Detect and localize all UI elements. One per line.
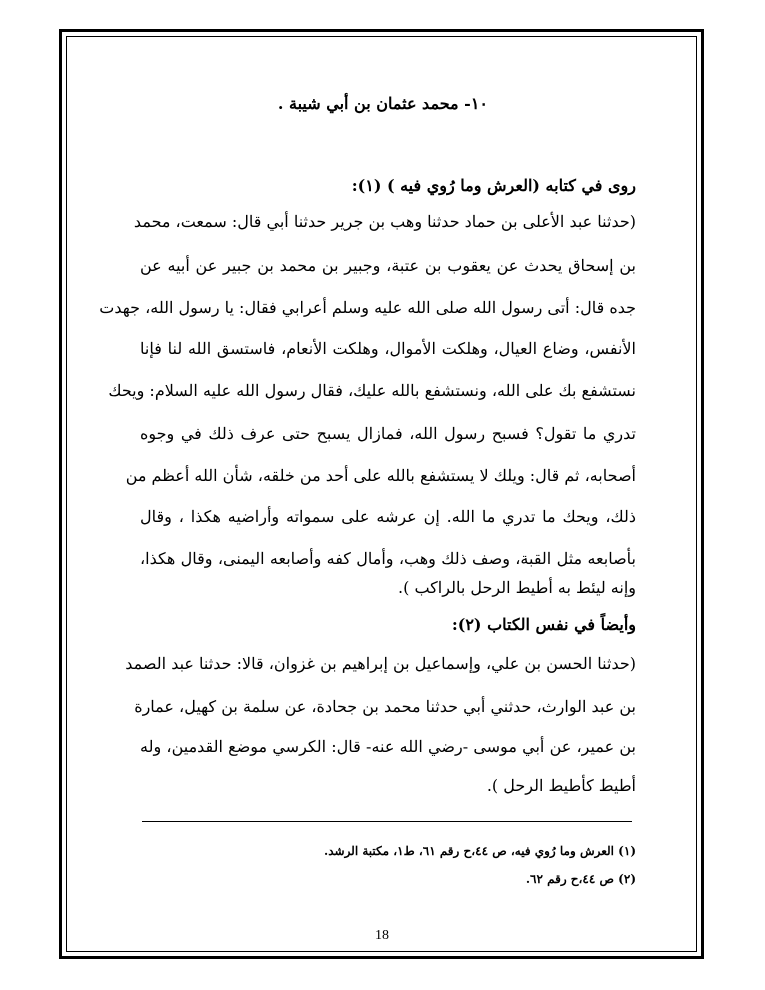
text-line: بن عبد الوارث، حدثني أبي حدثنا محمد بن جحادة، عن سلمة بن كهيل، عمارة [134, 697, 636, 716]
text-line: جده قال: أتى رسول الله صلى الله عليه وسلم أعرابي فقال: يا رسول الله، جهدت [99, 298, 636, 317]
text-line: أطيط كأطيط الرحل ). [486, 776, 636, 795]
text-line: تدري ما تقول؟ فسبح رسول الله، فمازال يسبح حتى عرف ذلك في وجوه [140, 424, 636, 443]
section2-title: وأيضاً في نفس الكتاب (٢): [451, 615, 636, 634]
text-line: بن عمير، عن أبي موسى -رضي الله عنه- قال: الكرسي موضع القدمين، وله [140, 737, 636, 756]
text-line: (حدثنا عبد الأعلى بن حماد حدثنا وهب بن جرير حدثنا أبي قال: سمعت، محمد [133, 212, 636, 231]
section1-title: روى في كتابه (العرش وما رُوي فيه ) (١): [351, 176, 636, 195]
text-line: (حدثنا الحسن بن علي، وإسماعيل بن إبراهيم بن غزوان، قالا: حدثنا عبد الصمد [125, 654, 636, 673]
page-number: 18 [375, 928, 389, 943]
text-line: نستشفع بك على الله، ونستشفع بالله عليك، فقال رسول الله عليه السلام: ويحك [108, 381, 636, 400]
text-line: أصحابه، ثم قال: ويلك لا يستشفع بالله على أحد من خلقه، شأن الله أعظم من [125, 466, 636, 485]
footnote: (١) العرش وما رُوي فيه، ص ٤٤،ح رقم ٦١، ط١، مكتبة الرشد. [324, 844, 636, 858]
footnote-separator [142, 821, 632, 822]
heading-line: ١٠- محمد عثمان بن أبي شيبة . [277, 94, 488, 113]
text-line: وإنه ليئط به أطيط الرحل بالراكب ). [398, 578, 636, 597]
text-line: الأنفس، وضاع العيال، وهلكت الأموال، وهلكت الأنعام، فاستسق الله لنا فإنا [140, 339, 636, 358]
text-line: بن إسحاق يحدث عن يعقوب بن عتبة، وجبير بن محمد بن جبير عن أبيه عن [140, 256, 636, 275]
page-content [99, 0, 636, 990]
text-line: بأصابعه مثل القبة، وصف ذلك وهب، وأمال كفه وأصابعه اليمنى، وقال هكذا، [140, 549, 636, 568]
text-line: ذلك، ويحك ما تدري ما الله. إن عرشه على سمواته وأراضيه هكذا ، وقال [140, 507, 636, 526]
footnote: (٢) ص ٤٤،ح رقم ٦٢. [525, 872, 636, 886]
